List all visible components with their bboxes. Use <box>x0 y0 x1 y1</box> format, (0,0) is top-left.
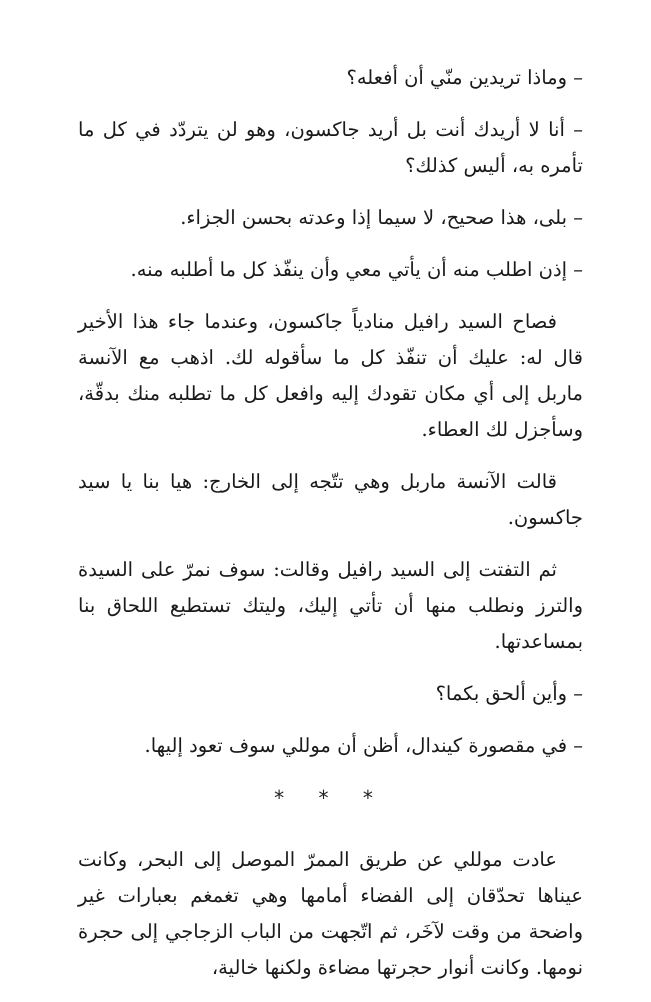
dialogue-line: – وماذا تريدين منّي أن أفعله؟ <box>346 66 583 89</box>
dialogue-line: – أنا لا أريدك أنت بل أريد جاكسون، وهو لن يتردّد في كل ما تأمره به، أليس كذلك؟ <box>78 118 583 177</box>
narrative-paragraph: ثم التفتت إلى السيد رافيل وقالت: سوف نمرّ على السيدة والترز ونطلب منها أن تأتي إليك، وليتك تستطيع اللحاق بنا بمساعدتها. <box>78 558 583 653</box>
narrative-paragraph: قالت الآنسة ماربل وهي تتّجه إلى الخارج: هيا بنا يا سيد جاكسون. <box>78 470 583 529</box>
section-separator: * * * <box>274 786 387 810</box>
book-page <box>78 60 583 1002</box>
dialogue-line: – إذن اطلب منه أن يأتي معي وأن ينفّذ كل ما أطلبه منه. <box>130 258 583 281</box>
dialogue-line: – وأين ألحق بكما؟ <box>435 682 583 705</box>
narrative-paragraph: عادت موللي عن طريق الممرّ الموصل إلى البحر، وكانت عيناها تحدّقان إلى الفضاء أمامها وهي تغمغم بعبارات غير واضحة من وقت لآخَر، ثم اتّجهت من الباب الزجاجي إلى حجرة نومها. وكانت أنوار حجرتها مضاءة ولكنها خالية، <box>78 848 583 979</box>
dialogue-line: – بلى، هذا صحيح، لا سيما إذا وعدته بحسن الجزاء. <box>180 206 583 229</box>
dialogue-line: – في مقصورة كيندال، أظن أن موللي سوف تعود إليها. <box>144 734 583 757</box>
narrative-paragraph: فصاح السيد رافيل منادياً جاكسون، وعندما جاء هذا الأخير قال له: عليك أن تنفّذ كل ما سأقوله لك. اذهب مع الآنسة ماربل إلى أي مكان تقودك إليه وافعل كل ما تطلبه منك بدقّة، وسأجزل لك العطاء. <box>78 310 583 441</box>
